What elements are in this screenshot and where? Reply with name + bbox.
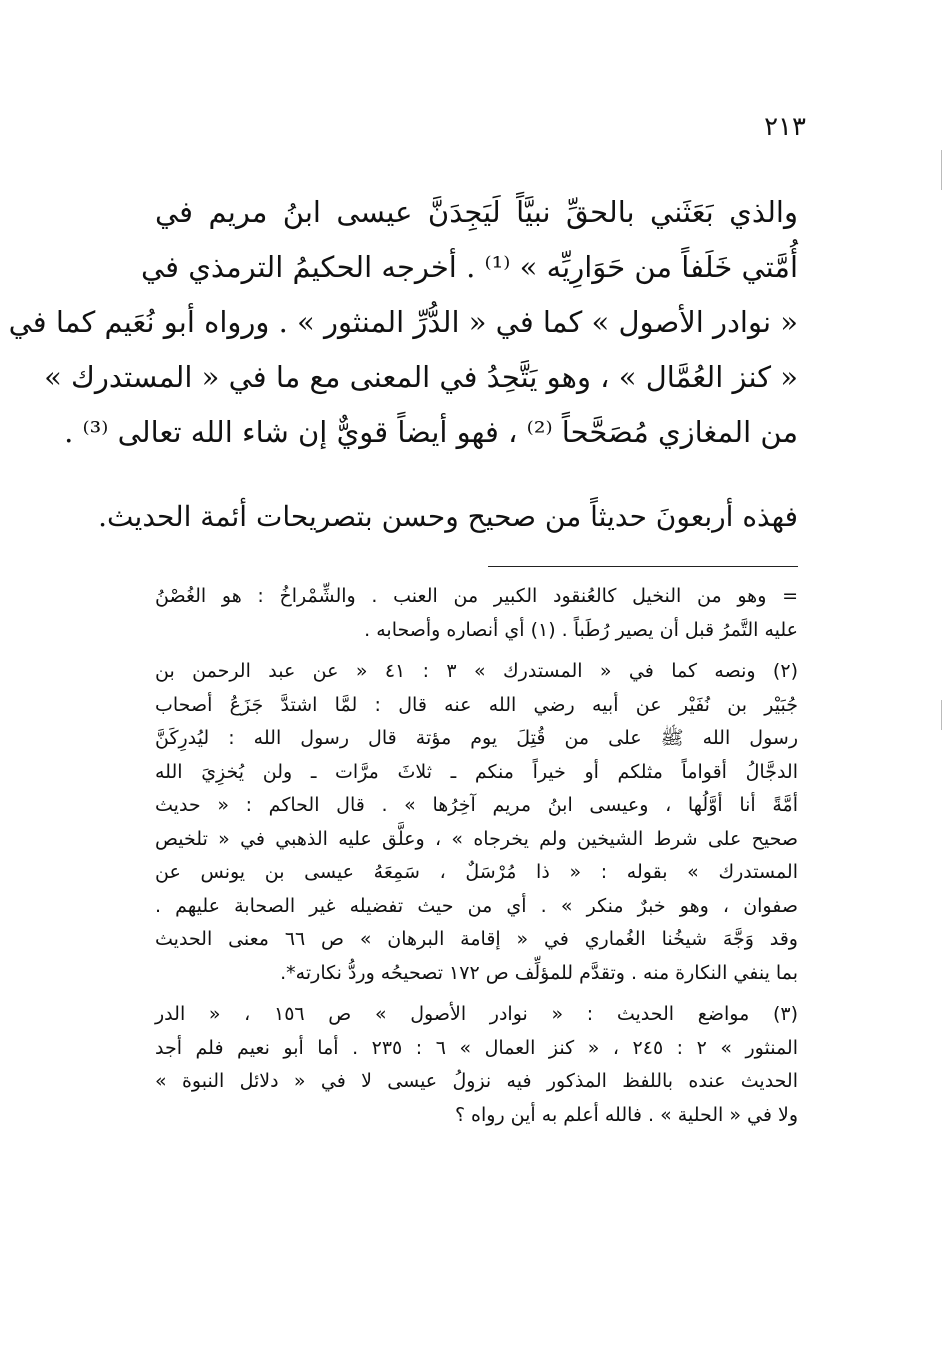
footnote-line: رسول الله ﷺ على من قُتِلَ يوم مؤتة قال رسول الله : ليُدرِكَنَّ <box>155 727 798 749</box>
footnote-line: = وهو من النخيل كالعُنقود الكبير من العنب . والشِّمْراخُ : هو الغُصْنُ <box>155 585 798 607</box>
closing-statement: فهذه أربعونَ حديثاً من صحيح وحسن بتصريحات أئمة الحديث. <box>98 500 798 533</box>
footnote-line: المستدرك » بقوله : « ذا مُرْسَلٌ ، سَمِعَهُ عيسى بن يونس عن <box>155 861 798 883</box>
footnote-line: وقد وَجَّهَ شيخُنا الغُماري في « إقامة البرهان » ص ٦٦ معنى الحديث <box>155 928 798 950</box>
footnote-line: صحيح على شرط الشيخين ولم يخرجاه » ، وعلَّق عليه الذهبي في « تلخيص <box>155 827 798 850</box>
footnote-line: الحديث عنده باللفظ المذكور فيه نزولُ عيسى لا في « دلائل النبوة » <box>155 1070 798 1092</box>
footnote-line: (٣) مواضع الحديث : « نوادر الأصول » ص ١٥٦ ، « الدر <box>155 1003 799 1025</box>
footnote-line: أمَّةً أنا أوَّلُها ، وعيسى ابنُ مريم آخِرُها » . قال الحاكم : « حديث <box>155 794 798 816</box>
footnote-line: بما ينفي النكارة منه . وتقدَّم للمؤلِّف ص ١٧٢ تصحيحُه وردُّ نكارته*. <box>280 961 798 984</box>
page-number: ٢١٣ <box>764 112 806 142</box>
footnote-line: عليه التَّمرُ قبل أن يصير رُطَباً . (١) أي أنصاره وأصحابه . <box>364 618 798 641</box>
main-text-block <box>8 185 798 460</box>
scan-edge-mark <box>941 150 942 190</box>
footnote-line: جُبَيْر بن نُفَيْر عن أبيه رضي الله عنه قال : لمَّا اشتدَّ جَزَعُ أصحاب <box>155 693 798 716</box>
main-text-line: « كنز العُمَّال » ، وهو يَتَّحِدُ في المعنى مع ما في « المستدرك » <box>44 360 798 394</box>
footnote-divider <box>488 566 798 567</box>
main-text-line: « نوادر الأصول » كما في « الدُّرِّ المنثور » . ورواه أبو نُعَيم كما في <box>8 305 798 339</box>
footnote-line: المنثور » ٢ : ٢٤٥ ، « كنز العمال » ٦ : ٢٣٥ . أما أبو نعيم فلم أجد <box>155 1036 799 1059</box>
footnotes <box>155 580 798 1140</box>
footnote-line: (٢) ونصه كما في « المستدرك » ٣ : ٤١ « عن عبد الرحمن بن <box>155 660 798 682</box>
footnote-continuation <box>155 580 798 647</box>
main-text-line: من المغازي مُصَحَّحاً ⁽²⁾ ، فهو أيضاً قويٌّ إن شاء الله تعالى ⁽³⁾ . <box>64 415 798 449</box>
footnote-2 <box>155 655 798 990</box>
main-text-line: والذي بَعَثَني بالحقِّ نبيَّاً لَيَجِدَنَّ عيسى ابنُ مريم في <box>155 195 798 229</box>
footnote-line: صفوان ، وهو خبرٌ منكر » . أي من حيث تفضيله غير الصحابة عليهم . <box>155 894 798 917</box>
footnote-3 <box>155 998 798 1132</box>
scan-edge-mark <box>941 700 942 730</box>
footnote-line: الدجَّالُ أقواماً مثلكم أو خيراً منكم ـ ثلاثَ مرَّات ـ ولن يُخزِيَ الله <box>155 760 798 783</box>
footnote-line: ولا في « الحلية » . فالله أعلم به أين رواه ؟ <box>454 1103 798 1126</box>
main-text-line: أُمَّتي خَلَفاً من حَوَارِيِّه » ⁽¹⁾ . أخرجه الحكيمُ الترمذي في <box>140 250 798 284</box>
